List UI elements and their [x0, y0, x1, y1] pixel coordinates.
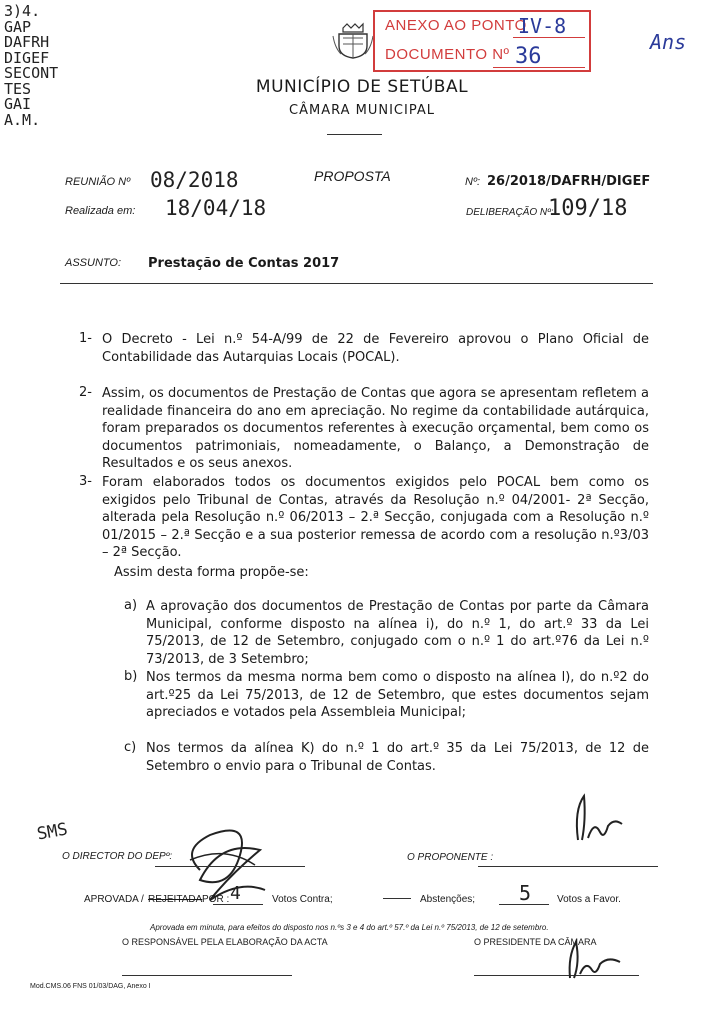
- corner-note: 3)4.: [4, 2, 41, 20]
- meta-divider: [60, 283, 653, 284]
- proposal-intro: Assim desta forma propõe-se:: [114, 565, 309, 580]
- director-label: O DIRECTOR DO DEPº:: [62, 851, 173, 862]
- form-model-footer: Mod.CMS.06 FNS 01/03/DAG, Anexo I: [30, 983, 151, 990]
- municipality-title: MUNICÍPIO DE SETÚBAL: [255, 77, 469, 97]
- subitem-text: A aprovação dos documentos de Prestação de Contas por parte da Câmara Municipal, conforme disposto na alínea i), do n.º 1, do art.º 33 da Lei 75/2013, de 12 de Setembro, conjugado com o n.º 1 do art.º76 da Lei n.º 73/2013, de 3 Setembro;: [146, 599, 649, 667]
- realizada-label: Realizada em:: [65, 205, 136, 217]
- corner-note: DIGEF: [4, 48, 50, 67]
- subitem-text: Nos termos da alínea K) do n.º 1 do art.º 35 da Lei 75/2013, de 12 de Setembro o envio para o Tribunal de Contas.: [146, 741, 649, 774]
- stamp-line2-label: DOCUMENTO Nº: [385, 46, 510, 63]
- deliberacao-value: 109/18: [548, 196, 628, 221]
- numero-value: 26/2018/DAFRH/DIGEF: [487, 174, 651, 189]
- votos-contra-label: Votos Contra;: [272, 894, 333, 905]
- deliberacao-label: DELIBERAÇÃO Nº:: [466, 207, 554, 218]
- votos-contra-line: [383, 898, 411, 899]
- subitem-letter: b): [124, 669, 138, 684]
- corner-note: SECONT: [4, 64, 59, 82]
- handwritten-initials: SMS: [35, 819, 70, 845]
- top-right-initials: Ans: [650, 30, 687, 54]
- subitem-text: Nos termos da mesma norma bem como o disposto na alínea l), do n.º2 do art.º25 da Lei 75/2013, de 12 de Setembro, que estes documentos sejam apreciados e votados pela Assembleia Municipal;: [146, 670, 649, 720]
- item-text: Foram elaborados todos os documentos exigidos pelo POCAL bem como os exigidos pelo Tribunal de Contas, através da Resolução n.º 04/2001- 2ª Secção, alterada pela Resolução n.º 06/2013 – 2.ª Secção, conjugada com a Resolução n.º 01/2015 – 2.ª Secção e a sua posterior remessa de acordo com a resolução n.º3/03 – 2ª Secção.: [102, 475, 649, 560]
- proponente-signature: [560, 790, 630, 850]
- corner-note: GAP: [4, 17, 32, 36]
- rejeitada-label: REJEITADA: [148, 894, 203, 905]
- corner-note: DAFRH: [4, 33, 50, 51]
- assunto-label: ASSUNTO:: [65, 257, 122, 269]
- item-number: 1-: [79, 331, 92, 346]
- responsavel-signature-line: [122, 975, 292, 976]
- corner-note: TES: [4, 79, 32, 98]
- aprovada-label: APROVADA /: [84, 894, 144, 905]
- abstencoes-label: Abstenções;: [420, 894, 476, 905]
- corner-note: GAI: [4, 95, 32, 113]
- votos-favor-label: Votos a Favor.: [557, 894, 621, 905]
- stamp-line1-label: ANEXO AO PONTO: [385, 17, 527, 34]
- presidente-label: O PRESIDENTE DA CÂMARA: [474, 937, 597, 947]
- votes-for-line: [213, 904, 263, 905]
- presidente-signature: [560, 938, 630, 983]
- numero-label: Nº:: [465, 176, 481, 188]
- item-text: Assim, os documentos de Prestação de Contas que agora se apresentam refletem a realidade financeira do ano em apreciação. No regime da contabilidade autárquica, foram preparados os documentos referentes à execução orçamental, bem como os documentos patrimoniais, nomeadamente, o Balanço, a Demonstração de Resultados e os seus anexos.: [102, 386, 649, 471]
- responsavel-label: O RESPONSÁVEL PELA ELABORAÇÃO DA ACTA: [122, 937, 328, 947]
- realizada-value: 18/04/18: [165, 196, 267, 220]
- director-signature-line: [155, 866, 305, 867]
- proponente-label: O PROPONENTE :: [407, 852, 494, 863]
- minuta-note: Aprovada em minuta, para efeitos do disposto nos n.ºs 3 e 4 do art.º 57.º da Lei n.º 75/2013, de 12 de setembro.: [150, 923, 549, 932]
- item-text: O Decreto - Lei n.º 54-A/99 de 22 de Fevereiro aprovou o Plano Oficial de Contabilidade das Autarquias Locais (POCAL).: [102, 332, 649, 365]
- subitem-letter: c): [124, 740, 137, 755]
- item-number: 3-: [79, 474, 92, 489]
- stamp-line2-value: 36: [515, 44, 542, 69]
- council-title: CÂMARA MUNICIPAL: [289, 103, 435, 118]
- abstencoes-value: 5: [519, 881, 532, 905]
- abstencoes-line: [499, 904, 549, 905]
- reuniao-label: REUNIÃO Nº: [65, 176, 131, 188]
- votes-for-value: 4: [230, 883, 241, 904]
- header-divider: [327, 134, 382, 135]
- annex-stamp: [373, 10, 591, 72]
- stamp-line1-value: IV-8: [518, 14, 567, 38]
- proponente-signature-line: [478, 866, 658, 867]
- reuniao-value: 08/2018: [150, 168, 239, 192]
- por-label: POR :: [202, 894, 230, 905]
- coat-of-arms-logo: [331, 22, 375, 60]
- assunto-value: Prestação de Contas 2017: [148, 256, 340, 271]
- proposta-label: PROPOSTA: [314, 168, 391, 184]
- corner-note: A.M.: [4, 110, 41, 129]
- corner-notes: [4, 4, 58, 128]
- item-number: 2-: [79, 385, 92, 400]
- subitem-letter: a): [124, 598, 138, 613]
